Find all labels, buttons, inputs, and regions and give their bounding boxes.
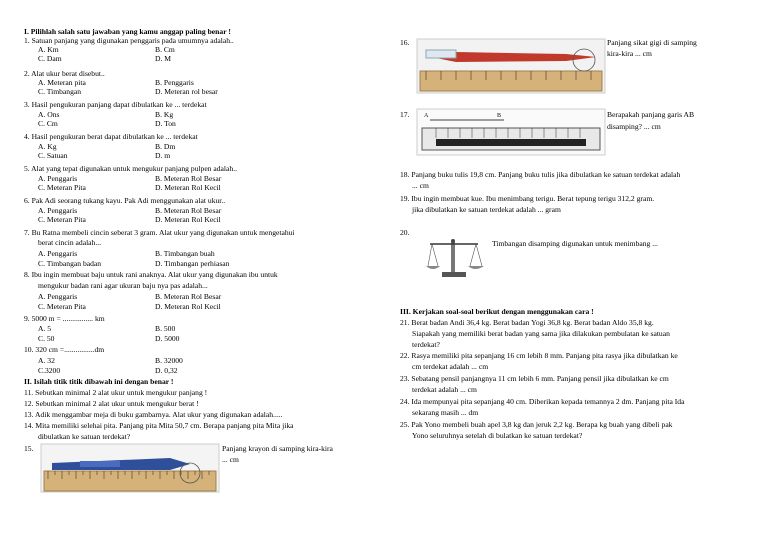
question-10: 10. 320 cm =................dm — [24, 345, 105, 354]
q9-option-a: A. 5 — [38, 324, 52, 333]
q1-option-a: A. Km — [38, 45, 59, 54]
q5-option-c: C. Meteran Pita — [38, 183, 86, 192]
ruler-icon — [44, 471, 216, 491]
question-16-number: 16. — [400, 38, 410, 47]
q3-option-b: B. Kg — [155, 110, 174, 119]
q6-option-c: C. Meteran Pita — [38, 215, 86, 224]
question-1: 1. Satuan panjang yang digunakan penggaris pada umumnya adalah.. — [24, 36, 234, 45]
q9-option-d: D. 5000 — [155, 334, 180, 343]
section2-title: II. Isilah titik titik dibawah ini dengan benar ! — [24, 377, 174, 386]
toothbrush-ruler-image — [416, 38, 606, 94]
question-16-line-2: kira-kira ... cm — [607, 49, 652, 58]
question-23: 23. Sebatang pensil panjangnya 11 cm lebih 6 mm. Panjang pensil jika dibulatkan ke cm — [400, 374, 669, 383]
question-15-line-2: ... cm — [222, 455, 239, 464]
q6-option-d: D. Meteran Rol Kecil — [155, 215, 221, 224]
q7-option-b: B. Timbangan buah — [155, 249, 215, 258]
question-12: 12. Sebutkan minimal 2 alat ukur untuk mengukur berat ! — [24, 399, 199, 408]
q10-option-c: C.3200 — [38, 366, 61, 375]
q8-option-c: C. Meteran Pita — [38, 302, 86, 311]
q10-option-b: B. 32000 — [155, 356, 183, 365]
q4-option-d: D. m — [155, 151, 171, 160]
question-25: 25. Pak Yono membeli buah apel 3,8 kg dan jeruk 2,2 kg. Berapa kg buah yang dibeli pak — [400, 420, 673, 429]
q5-option-a: A. Penggaris — [38, 174, 78, 183]
question-11: 11. Sebutkan minimal 2 alat ukur untuk mengukur panjang ! — [24, 388, 208, 397]
q3-option-c: C. Cm — [38, 119, 58, 128]
q2-option-c: C. Timbangan — [38, 87, 82, 96]
label-b: B — [497, 113, 502, 119]
question-25-line-2: Yono seluruhnya setelah di bulatkan ke satuan terdekat? — [412, 431, 583, 440]
q3-option-a: A. Ons — [38, 110, 60, 119]
q3-option-d: D. Ton — [155, 119, 176, 128]
question-15: Panjang krayon di samping kira-kira — [222, 444, 333, 453]
question-15-number: 15. — [24, 444, 34, 453]
question-7-line-2: berat cincin adalah... — [38, 238, 102, 247]
question-14: 14. Mita memiliki selehai pita. Panjang pita Mita 50,7 cm. Berapa panjang pita Mita jika — [24, 421, 294, 430]
q2-option-b: B. Penggaris — [155, 78, 194, 87]
question-16: Panjang sikat gigi di samping — [607, 38, 697, 47]
question-22: 22. Rasya memiliki pita sepanjang 16 cm lebih 8 mm. Panjang pita rasya jika dibulatkan ke — [400, 351, 678, 360]
q5-option-b: B. Meteran Rol Besar — [155, 174, 222, 183]
question-19-line-2: jika dibulatkan ke satuan terdekat adalah ... gram — [412, 205, 561, 214]
question-21-line-2: Siapakah yang memiliki berat badan yang sama jika dilakukan pembulatan ke satuan — [412, 329, 670, 338]
q4-option-b: B. Dm — [155, 142, 176, 151]
question-6: 6. Pak Adi seorang tukang kayu. Pak Adi menggunakan alat ukur.. — [24, 196, 226, 205]
question-8-line-2: mengukur badan rani agar ukuran baju nya pas adalah... — [38, 281, 208, 290]
q7-option-d: D. Timbangan perhiasan — [155, 259, 230, 268]
question-5: 5. Alat yang tepat digunakan untuk mengukur panjang pulpen adalah.. — [24, 164, 237, 173]
q8-option-d: D. Meteran Rol Kecil — [155, 302, 221, 311]
question-20: Timbangan disamping digunakan untuk menimbang ... — [492, 239, 658, 248]
question-20-number: 20. — [400, 228, 410, 237]
question-17-number: 17. — [400, 110, 410, 119]
question-13: 13. Adik menggambar meja di buku gambarnya. Alat ukur yang digunakan adalah..... — [24, 410, 283, 419]
ruler-icon — [420, 71, 602, 91]
question-2: 2. Alat ukur berat disebut.. — [24, 69, 105, 78]
question-17: Berapakah panjang garis AB — [607, 110, 695, 119]
question-7: 7. Bu Ratna membeli cincin seberat 3 gram. Alat ukur yang digunakan untuk mengetahui — [24, 228, 295, 237]
q1-option-d: D. M — [155, 54, 172, 63]
question-22-line-2: cm terdekat adalah ... cm — [412, 362, 489, 371]
question-21-line-3: terdekat? — [412, 340, 440, 349]
q10-option-a: A. 32 — [38, 356, 55, 365]
q7-option-c: C. Timbangan badan — [38, 259, 102, 268]
q8-option-a: A. Penggaris — [38, 292, 78, 301]
balance-scale-image — [424, 232, 486, 280]
q4-option-c: C. Satuan — [38, 151, 68, 160]
q9-option-b: B. 500 — [155, 324, 176, 333]
q4-option-a: A. Kg — [38, 142, 57, 151]
question-9: 9. 5000 m = ................ km — [24, 314, 105, 323]
question-24-line-2: sekarang masih ... dm — [412, 408, 479, 417]
q6-option-a: A. Penggaris — [38, 206, 78, 215]
question-23-line-2: terdekat adalah ... cm — [412, 385, 477, 394]
q2-option-d: D. Meteran rol besar — [155, 87, 218, 96]
crayon-ruler-image — [40, 443, 220, 493]
q10-option-d: D. 0,32 — [155, 366, 178, 375]
question-17-line-2: disamping? ... cm — [607, 122, 661, 131]
q9-option-c: C. 50 — [38, 334, 55, 343]
question-4: 4. Hasil pengukuran berat dapat dibulatkan ke ... terdekat — [24, 132, 198, 141]
section1-title: I. Pilihlah salah satu jawaban yang kamu anggap paling benar ! — [24, 27, 231, 36]
label-a: A — [424, 113, 429, 119]
q8-option-b: B. Meteran Rol Besar — [155, 292, 222, 301]
q1-option-b: B. Cm — [155, 45, 175, 54]
balance-scale-icon — [451, 242, 455, 274]
q1-option-c: C. Dam — [38, 54, 62, 63]
question-3: 3. Hasil pengukuran panjang dapat dibulatkan ke ... terdekat — [24, 100, 207, 109]
question-18: 18. Panjang buku tulis 19,8 cm. Panjang buku tulis jika dibulatkan ke satuan terdekat adalah — [400, 170, 681, 179]
q2-option-a: A. Meteran pita — [38, 78, 86, 87]
section3-title: III. Kerjakan soal-soal berikut dengan menggunakan cara ! — [400, 307, 594, 316]
question-18-line-2: ... cm — [412, 181, 429, 190]
question-8: 8. Ibu ingin membuat baju untuk rani anaknya. Alat ukur yang digunakan ibu untuk — [24, 270, 278, 279]
question-24: 24. Ida mempunyai pita sepanjang 40 cm. Diberikan kepada temannya 2 dm. Panjang pita Ida — [400, 397, 685, 406]
question-21: 21. Berat badan Andi 36,4 kg. Berat badan Yogi 36,8 kg. Berat badan Aldo 35,8 kg. — [400, 318, 654, 327]
q5-option-d: D. Meteran Rol Kecil — [155, 183, 221, 192]
q6-option-b: B. Meteran Rol Besar — [155, 206, 222, 215]
question-19: 19. Ibu ingin membuat kue. Ibu menimbang terigu. Berat tepung terigu 312,2 gram. — [400, 194, 655, 203]
q7-option-a: A. Penggaris — [38, 249, 78, 258]
question-14-line-2: dibulatkan ke satuan terdekat? — [38, 432, 131, 441]
line-ab-ruler-image — [416, 108, 606, 156]
